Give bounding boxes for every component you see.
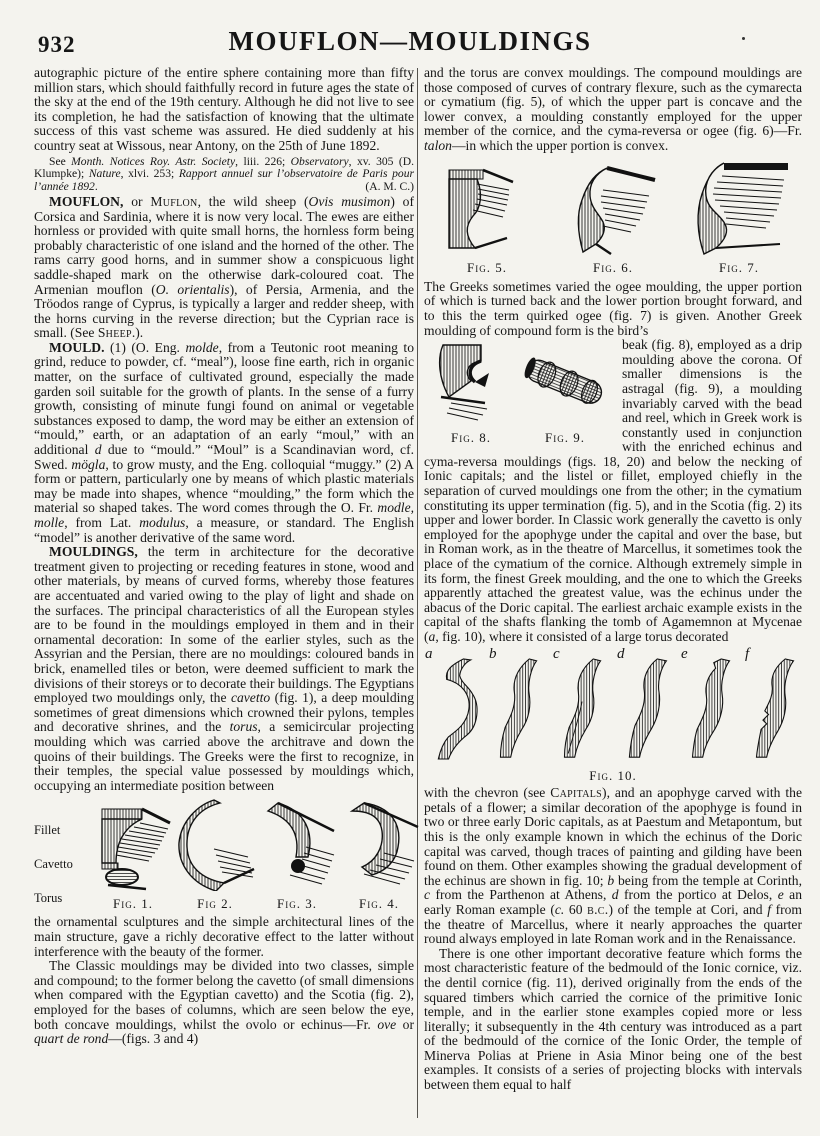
figure-10-echinus-profiles	[424, 645, 802, 784]
moulding-profile-illustration	[92, 803, 174, 891]
moulding-profile-illustration	[256, 799, 338, 891]
moulding-profile-illustration	[622, 653, 672, 765]
figure-8-caption: Fig. 8.	[451, 429, 491, 445]
page-header	[0, 26, 820, 62]
profile-e-cori	[680, 645, 738, 767]
paragraph-mouflon: MOUFLON, or Muflon, the wild sheep (Ovis musimon) of Corsica and Sardinia, where it is now very local. The ewes are either hornless or provided with quite small horns, the hornless form being probably characteristic of one island and the horned of the other. The rams carry good horns, and in summer show a conspicuous light saddle-shaped mark on the otherwise dark-coloured coat. The Armenian mouflon (O. orientalis), of Persia, Armenia, and the Tröodos range of Cyprus, is typically a larger and redder sheep, with the horns curving in the reverse direction; but the Cyprian race is small. (See Sheep.).	[34, 193, 414, 341]
moulding-profile-illustration	[558, 653, 608, 765]
paragraph-classic-mouldings: The Classic mouldings may be divided into two classes, simple and compound; to the former belong the cavetto (of small dimensions when compared with the Egyptian cavetto) and the Scotia (fig. 2), employed for the bases of columns, which are seen below the eye, both concave mouldings, whilst the ovolo or echinus—Fr. ove or quart de rond—(figs. 3 and 4)	[34, 958, 414, 1047]
moulding-profile-illustration	[431, 341, 511, 425]
paragraph-birds-beak-text: beak (fig. 8), employed as a drip moulding above the corona. Of smaller dimensions is the astragal (fig. 9), a moulding invariably carved with the bead and reel, which in Greek work is constantly used in conjunction with the enriched echinus and cyma-reversa mouldings (figs. 18, 20) and below the necking of Ionic capitals; and the listel or fillet, employed chiefly in the separation of curved mouldings one from the other; in the cymatium constituting its upper termination (fig. 5), and in the Scotia (fig. 2) its upper and lower border. In Classic work generally the cavetto is only employed for the apophyge under the capital and over the base, but in Roman work, as in the theatre of Marcellus, it sometimes took the place of the cymatium of the cornice. Although extremely simple in its form, the finest Greek moulding, and the one to which the Greeks apparently attached the greatest value, was the echinus under the abacus of the Doric capital. The earliest archaic example exists in the capital of the shafts flanking the tomb of Agamemnon at Mycenae (a, fig. 10), where it consisted of a large torus decorated	[424, 337, 802, 644]
profile-letter: e	[681, 645, 688, 662]
moulding-profile-illustration	[430, 653, 480, 765]
column-divider-rule	[417, 68, 418, 1118]
figure-6-caption: Fig. 6.	[593, 260, 633, 276]
moulding-profile-illustration	[174, 799, 256, 891]
profile-f-marcellus	[744, 645, 802, 767]
moulding-profile-illustration	[338, 799, 420, 891]
page-number: 932	[38, 32, 76, 57]
figure-7-quirked-ogee	[676, 160, 802, 276]
figure-2-caption: Fig 2.	[197, 895, 233, 911]
left-column	[34, 66, 414, 1047]
page-title: MOUFLON—MOULDINGS	[228, 26, 592, 56]
moulding-profile-illustration	[686, 653, 736, 765]
figure-1-caption: Fig. 1.	[113, 895, 153, 911]
profile-a-mycenae	[424, 645, 482, 767]
profile-d-delos	[616, 645, 674, 767]
figure-6-cyma-reversa	[550, 164, 676, 276]
paragraph-mouldings: MOULDINGS, the term in architecture for the decorative treatment given to projecting or receding features in stone, wood and other materials, by means of curved forms, whereby those features are accentuated and varied owing to the play of light and shade on the surfaces. The principal characteristics of all the European styles are to be found in the mouldings employed in them and in their ornamental decoration: In some of the earlier styles, such as the Assyrian and the Persian, there are no mouldings: coloured bands in brick, enamelled tiles or beton, were deemed sufficient to mark the divisions of their storeys or to decorate their buildings. The Egyptians employed two mouldings only, the cavetto (fig. 1), a deep moulding sometimes of great dimensions which crowned their pylons, temples and decorative shrines, and the torus, a semicircular projecting moulding which was carried above the architrave and down the quoins of their buildings. The Greeks were the first to recognize, in their temples, the special value possessed by mouldings which, occupying an intermediate position between	[34, 544, 414, 793]
figure-5-caption: Fig. 5.	[467, 260, 507, 276]
paragraph-dentil-cornice: There is one other important decorative feature which forms the most characteristic feature of the bedmould of the Ionic cornice, viz. the dentil cornice (fig. 11), derived originally from the ends of the squared timbers which carried the cornice of the primitive Ionic temple, and in the earlier stone examples copied more or less literally; it subsequently in the 4th century was introduced as a part of the bedmould of the cornice of the Ionic Order, the temple of Minerva Polias at Priene in Asia Minor being one of the best examples. It consists of a series of projecting blocks with intervals between them equal to half	[424, 945, 802, 1093]
label-torus: Torus	[34, 890, 63, 905]
moulding-profile-illustration	[563, 164, 663, 256]
paragraph-mould: MOULD. (1) (O. Eng. molde, from a Teutonic root meaning to grind, reduce to powder, cf. “meal”), loose fine earth, rich in organic matter, on the surface of cultivated ground, especially the made garden soil suitable for the growth of plants. In the sense of a furry growth, consisting of minute fungi found on animal or vegetable substances exposed to damp, the word may be either an extension of “mould,” earth, or an adaptation of an early “moul,” with an additional d due to “mould.” “Moul” is a Scandinavian word, cf. Swed. mögla, to grow musty, and the Eng. colloquial “muggy.” (2) A form or pattern, particularly one by means of which plastic materials may be made into shapes, whence “moulding,” the form which the material so shaped takes. The word comes through the O. Fr. modle, molle, from Lat. modulus, a measure, or standard. The English “model” is another derivative of the same word.	[34, 339, 415, 545]
figure-7-caption: Fig. 7.	[719, 260, 759, 276]
scan-ink-speck	[742, 37, 745, 40]
moulding-profile-illustration	[437, 164, 537, 256]
figure-group-1-4	[34, 799, 414, 911]
paragraph-greeks-ogee: The Greeks sometimes varied the ogee moulding, the upper portion of which is turned back and the lower portion brought forward, and to this the term quirked ogee (fig. 7) is given. Another Greek moulding of compound form is the bird’s	[424, 278, 802, 338]
figure-3-caption: Fig. 3.	[277, 895, 317, 911]
profile-letter: b	[489, 645, 497, 662]
figure-3-ovolo	[256, 799, 338, 911]
figure-2-scotia	[174, 799, 256, 911]
moulding-profile-illustration	[519, 341, 611, 425]
moulding-profile-illustration	[750, 653, 800, 765]
figure-9-astragal	[518, 341, 612, 445]
figure-9-caption: Fig. 9.	[545, 429, 585, 445]
figure-group-8-9	[424, 341, 612, 445]
right-column	[424, 66, 802, 1093]
figure-10-caption: Fig. 10.	[589, 767, 637, 783]
moulding-profile-illustration	[494, 653, 544, 765]
figure-1-egyptian-cavetto	[92, 803, 174, 911]
profile-letter: f	[745, 645, 750, 662]
profile-letter: d	[617, 645, 625, 662]
label-fillet: Fillet	[34, 823, 61, 838]
figure-side-labels	[34, 823, 92, 911]
profile-letter: c	[553, 645, 560, 662]
figure-group-5-7	[424, 160, 802, 276]
figure-10-profiles-row	[424, 645, 802, 767]
moulding-profile-illustration	[684, 160, 794, 256]
figure-5-cyma-recta	[424, 164, 550, 276]
paragraph-birds-beak-with-figures	[424, 338, 802, 644]
profile-b-corinth	[488, 645, 546, 767]
profile-c-parthenon	[552, 645, 610, 767]
paragraph-ornamental: the ornamental sculptures and the simple architectural lines of the main structure, gave a richly decorative effect to the latter without interference with the beauty of the former.	[34, 914, 414, 959]
paragraph-references: See Month. Notices Roy. Astr. Society, liii. 226; Observatory, xv. 305 (D. Klumpke); Nature, xlvi. 253; Rapport annuel sur l’observatoire de Paris pour l’année 1892. (A. M. C.)	[34, 154, 414, 194]
label-cavetto: Cavetto	[34, 857, 73, 872]
profile-letter: a	[425, 645, 433, 662]
figure-8-birds-beak	[424, 341, 518, 445]
figure-4-caption: Fig. 4.	[359, 895, 399, 911]
paragraph-torus-convex: and the torus are convex mouldings. The compound mouldings are those composed of curves of contrary flexure, such as the cymarecta or cymatium (fig. 5), of which the upper part is concave and the lower convex, a moulding constantly employed for the upper member of the cornice, and the cyma-reversa or ogee (fig. 6)—Fr. talon—in which the upper portion is convex.	[424, 65, 802, 153]
paragraph-chevron-apophyge: with the chevron (see Capitals), and an apophyge carved with the petals of a flower; a similar decoration of the apophyge is found in two or three early Doric capitals, as at Paestum and Metapontum, but this is the only example known in which the echinus of the Doric capital was carved, though traces of painting and gilding have been found on them. Other examples showing the gradual development of the echinus are shown in fig. 10; b being from the temple at Corinth, c from the Parthenon at Athens, d from the portico at Delos, e an early Roman example (c. 60 b.c.) of the temple at Cori, and f from the theatre of Marcellus, where it nearly approaches the quarter round always employed in late Roman work and in the Renaissance.	[424, 785, 803, 947]
paragraph-autographic: autographic picture of the entire sphere containing more than fifty million stars, which should faithfully record in future ages the state of the sky at the end of the 19th century. Although he did not live to see its completion, he had the satisfaction of knowing that the ultimate success of this vast scheme was assured. He died suddenly at his country seat at Wissous, near Antony, on the 25th of June 1892.	[34, 65, 414, 153]
figure-4-echinus	[338, 799, 420, 911]
